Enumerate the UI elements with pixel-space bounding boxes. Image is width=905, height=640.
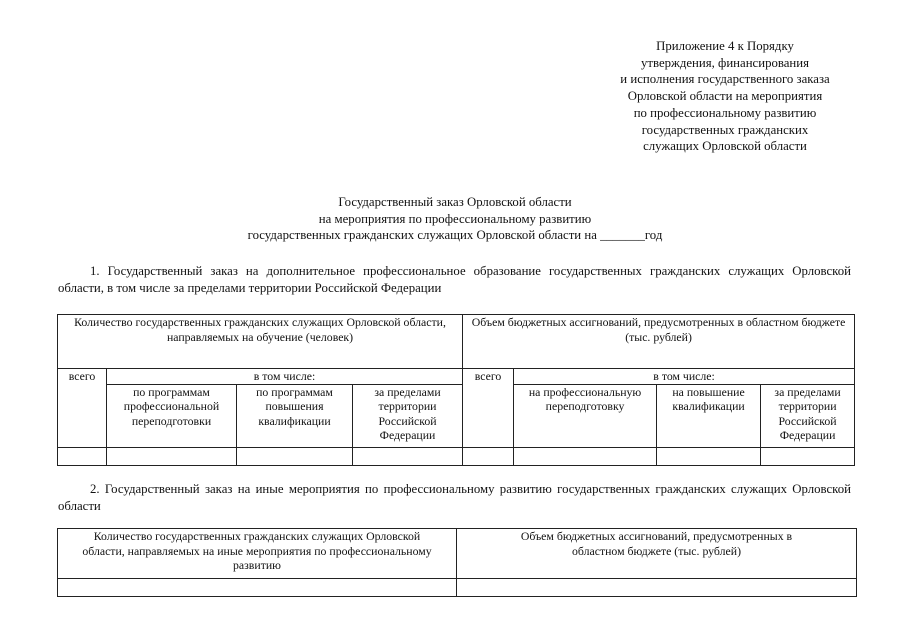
header-count-servants: Количество государственных гражданских служащих Орловской области, направляемых на обучение (человек) bbox=[58, 315, 463, 369]
annex-line: служащих Орловской области bbox=[643, 139, 807, 154]
table-row bbox=[58, 447, 855, 465]
table-cell[interactable] bbox=[237, 447, 353, 465]
header-other-events-count: Количество государственных гражданских служащих Орловской области, направляемых на иные мероприятия по профессиональному развитию bbox=[58, 529, 457, 579]
annex-line: и исполнения государственного заказа bbox=[620, 72, 830, 87]
title-line: Государственный заказ Орловской области bbox=[338, 195, 572, 209]
annex-line: государственных гражданских bbox=[641, 122, 809, 137]
header-budget-allocations: Объем бюджетных ассигнований, предусмотренных в областном бюджете (тыс. рублей) bbox=[463, 315, 855, 369]
table-cell[interactable] bbox=[457, 579, 857, 597]
document-title bbox=[120, 194, 790, 244]
header-qualification-budget: на повышение квалификации bbox=[657, 384, 761, 447]
header-including-count: в том числе: bbox=[107, 369, 463, 385]
table-cell[interactable] bbox=[58, 447, 107, 465]
header-qualification-programs: по программам повышения квалификации bbox=[237, 384, 353, 447]
header-total-count: всего bbox=[58, 369, 107, 448]
section-1-table bbox=[57, 314, 855, 466]
table-cell[interactable] bbox=[657, 447, 761, 465]
annex-line: по профессиональному развитию bbox=[633, 105, 817, 120]
header-total-budget: всего bbox=[463, 369, 514, 448]
annex-line: Орловской области на мероприятия bbox=[627, 89, 823, 104]
header-including-budget: в том числе: bbox=[514, 369, 855, 385]
table-cell[interactable] bbox=[58, 579, 457, 597]
header-abroad-budget: за пределами территории Российской Федерации bbox=[761, 384, 855, 447]
annex-line: Приложение 4 к Порядку bbox=[656, 39, 794, 53]
table-cell[interactable] bbox=[463, 447, 514, 465]
annex-header bbox=[575, 38, 875, 155]
table-cell[interactable] bbox=[761, 447, 855, 465]
header-retraining-budget: на профессиональную переподготовку bbox=[514, 384, 657, 447]
section-1-text: 1. Государственный заказ на дополнительное профессиональное образование государственных гражданских служащих Орловской области, в том числе за пределами территории Российской Федерации bbox=[58, 264, 851, 295]
section-1-paragraph bbox=[58, 263, 851, 296]
table-cell[interactable] bbox=[514, 447, 657, 465]
header-abroad-count: за пределами территории Российской Федерации bbox=[353, 384, 463, 447]
header-retraining-programs: по программам профессиональной переподготовки bbox=[107, 384, 237, 447]
table-cell[interactable] bbox=[107, 447, 237, 465]
title-line: на мероприятия по профессиональному развитию bbox=[318, 211, 592, 226]
section-2-table bbox=[57, 528, 857, 597]
title-line: государственных гражданских служащих Орловской области на _______год bbox=[247, 228, 663, 243]
header-other-events-budget: Объем бюджетных ассигнований, предусмотренных в областном бюджете (тыс. рублей) bbox=[457, 529, 857, 579]
table-cell[interactable] bbox=[353, 447, 463, 465]
annex-line: утверждения, финансирования bbox=[640, 55, 810, 70]
section-2-paragraph bbox=[58, 481, 851, 514]
table-row bbox=[58, 579, 857, 597]
section-2-text: 2. Государственный заказ на иные мероприятия по профессиональному развитию государственных гражданских служащих Орловской области bbox=[58, 482, 851, 513]
